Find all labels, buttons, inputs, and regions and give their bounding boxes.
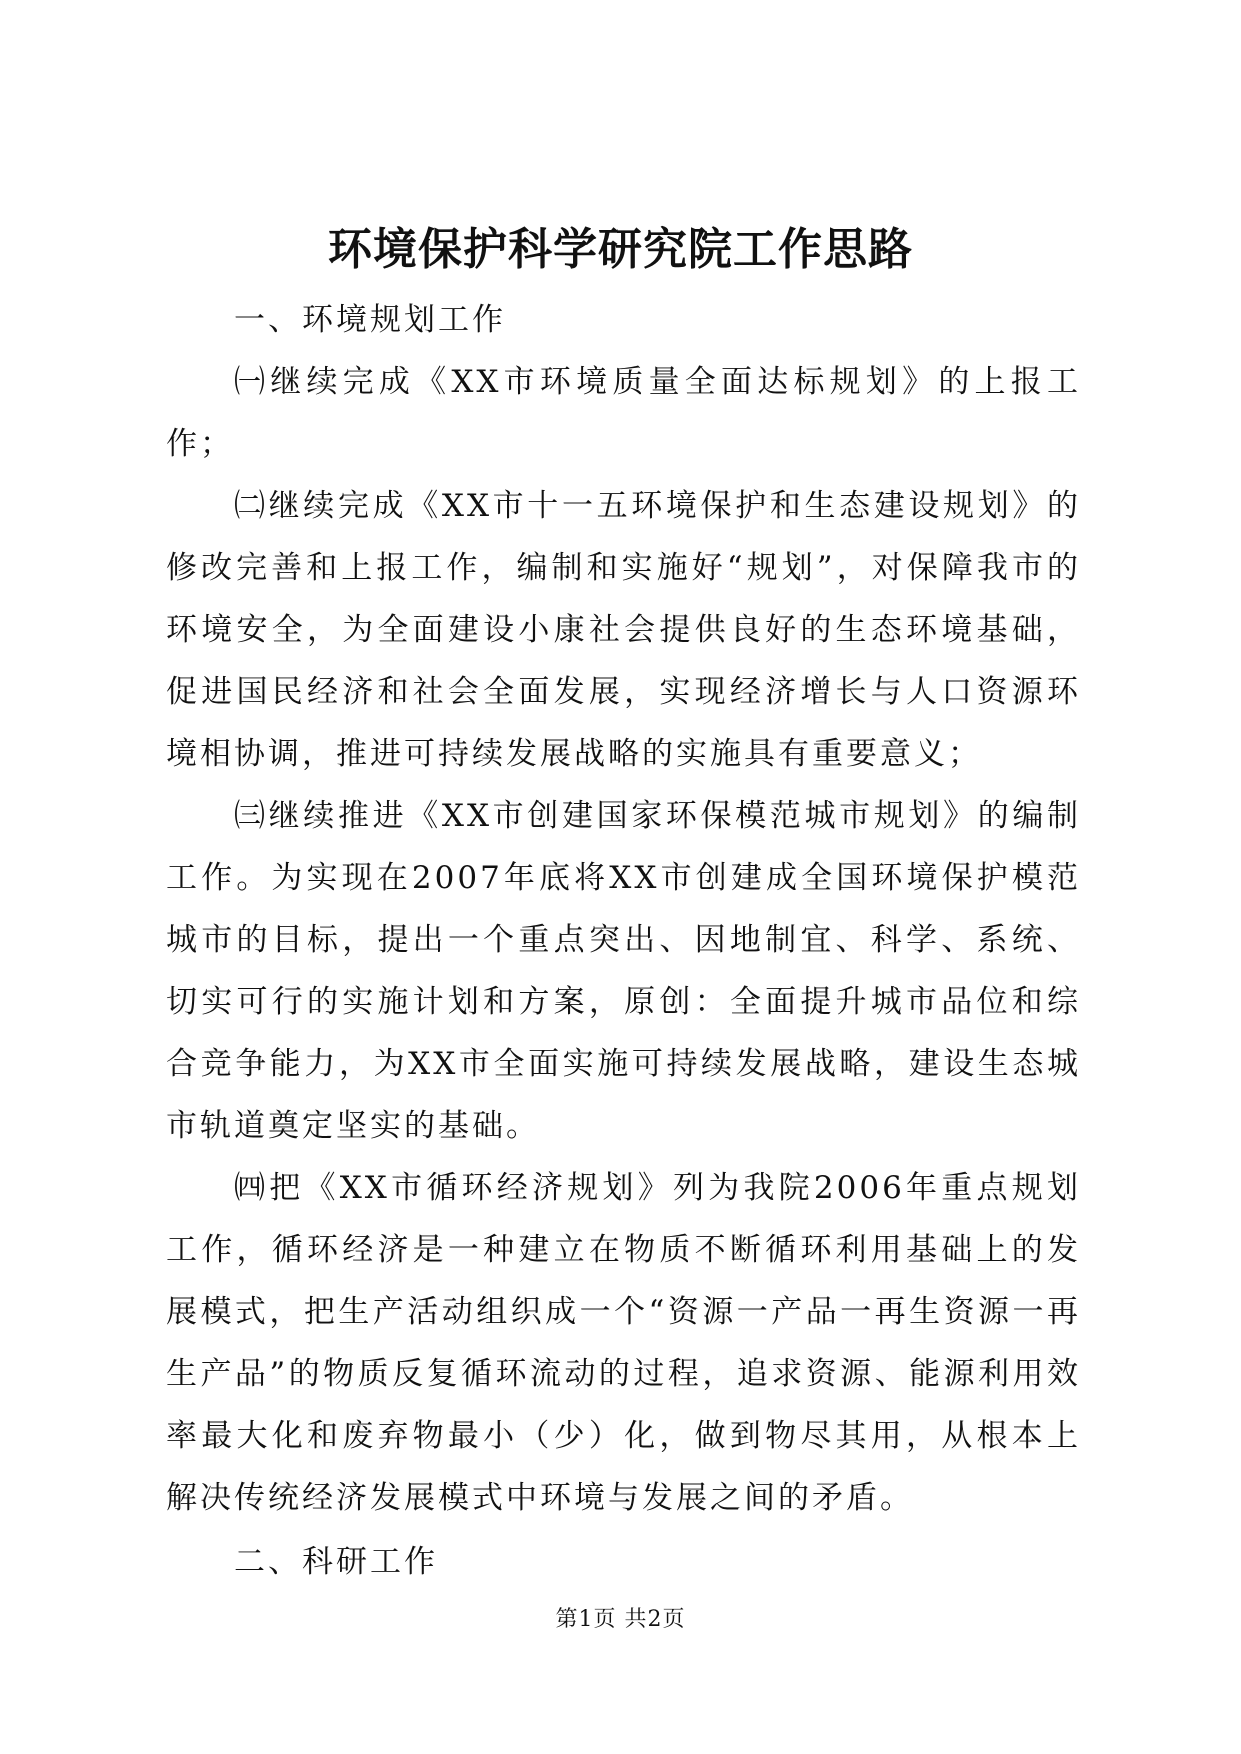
- document-title: 环境保护科学研究院工作思路: [328, 224, 913, 275]
- document-body: [166, 287, 1081, 1593]
- paragraph-item-1: ㈠继续完成《XX市环境质量全面达标规划》的上报工作；: [166, 364, 1081, 462]
- section-heading-research: 二、科研工作: [234, 1544, 438, 1580]
- section-heading-planning: 一、环境规划工作: [234, 302, 506, 338]
- page-footer: 第1页 共2页: [555, 1607, 686, 1632]
- paragraph-item-2: ㈡继续完成《XX市十一五环境保护和生态建设规划》的修改完善和上报工作，编制和实施好“规划”，对保障我市的环境安全，为全面建设小康社会提供良好的生态环境基础，促进国民经济和社会全面发展，实现经济增长与人口资源环境相协调，推进可持续发展战略的实施具有重要意义；: [166, 488, 1081, 772]
- paragraph-item-3: ㈢继续推进《XX市创建国家环保模范城市规划》的编制工作。为实现在2007年底将XX市创建成全国环境保护模范城市的目标，提出一个重点突出、因地制宜、科学、系统、切实可行的实施计划和方案，原创：全面提升城市品位和综合竞争能力，为XX市全面实施可持续发展战略，建设生态城市轨道奠定坚实的基础。: [166, 798, 1081, 1144]
- paragraph-item-4: ㈣把《XX市循环经济规划》列为我院2006年重点规划工作，循环经济是一种建立在物质不断循环利用基础上的发展模式，把生产活动组织成一个“资源一产品一再生资源一再生产品”的物质反复循环流动的过程，追求资源、能源利用效率最大化和废弃物最小（少）化，做到物尽其用，从根本上解决传统经济发展模式中环境与发展之间的矛盾。: [166, 1170, 1081, 1516]
